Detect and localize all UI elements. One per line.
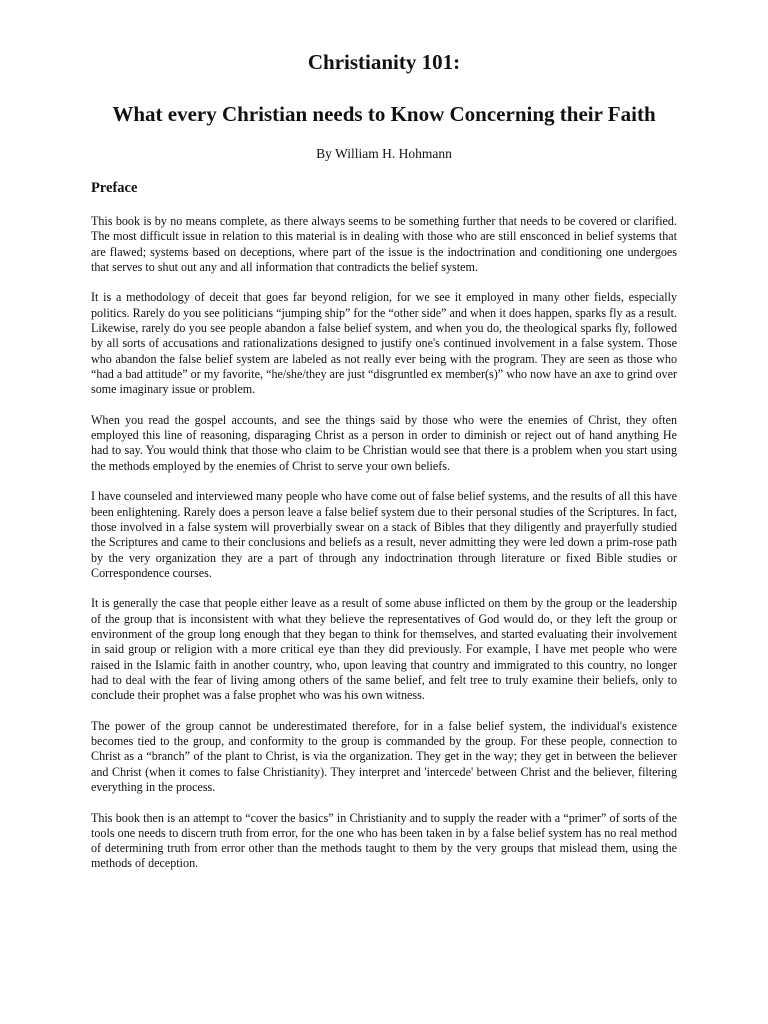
paragraph: It is generally the case that people either leave as a result of some abuse inflicted on them by the group or the leadership of the group that is inconsistent with what they believe the representatives of God would do, or they left the group or environment of the group long enough that they began to think for themselves, and started evaluating their involvement in said group or religion with a more critical eye than they did previously. For example, I have met people who were raised in the Islamic faith in another country, who, upon leaving that country and immigrated to this country, no longer had to deal with the fear of living among others of the same belief, and felt tree to truly examine their beliefs, only to conclude their prophet was a false prophet who was his own witness. bbox=[91, 596, 677, 703]
paragraph: It is a methodology of deceit that goes far beyond religion, for we see it employed in many other fields, especially politics. Rarely do you see politicians “jumping ship” for the “other side” and when it does happen, sparks fly as a result. Likewise, rarely do you see people abandon a false belief system, and when you do, the theological sparks fly, followed by all sorts of accusations and rationalizations designed to justify one's continued involvement in a false system. Those who abandon the false belief system are labeled as not really ever being with the program. They are seen as those who “had a bad attitude” or my favorite, “he/she/they are just “disgruntled ex member(s)” who now have an axe to grind over some imaginary issue or problem. bbox=[91, 290, 677, 397]
paragraph: When you read the gospel accounts, and see the things said by those who were the enemies of Christ, they often employed this line of reasoning, disparaging Christ as a person in order to diminish or reject out of hand anything He had to say. You would think that those who claim to be Christian would see that there is a problem when you start using the methods employed by the enemies of Christ to serve your own beliefs. bbox=[91, 412, 677, 473]
paragraph: I have counseled and interviewed many people who have come out of false belief systems, and the results of all this have been enlightening. Rarely does a person leave a false belief system due to their personal studies of the Scriptures. In fact, those involved in a false system will proverbially swear on a stack of Bibles that they diligently and prayerfully studied the Scriptures and came to their conclusions and beliefs as a result, never admitting they were led down a prim-rose path by the very organization they are a part of through any indoctrination through literature or fixed Bible studies or Correspondence courses. bbox=[91, 489, 677, 580]
section-heading-preface: Preface bbox=[91, 180, 138, 196]
paragraph: The power of the group cannot be underestimated therefore, for in a false belief system, the individual's existence becomes tied to the group, and conformity to the group is commanded by the group. For these people, connection to Christ as a “branch” of the plant to Christ, is via the organization. They get in the way; they get in between the believer and Christ (when it comes to false Christianity). They interpret and 'intercede' between Christ and the believer, filtering everything in the process. bbox=[91, 718, 677, 794]
paragraph: This book is by no means complete, as there always seems to be something further that needs to be covered or clarified. The most difficult issue in relation to this material is in dealing with those who are still ensconced in belief systems that are flawed; systems based on deceptions, where part of the issue is the indoctrination and conditioning one undergoes that serves to shut out any and all information that contradicts the belief system. bbox=[91, 214, 677, 274]
author-byline: By William H. Hohmann bbox=[316, 146, 452, 161]
document-subtitle: What every Christian needs to Know Concerning their Faith bbox=[112, 102, 656, 126]
paragraph: This book then is an attempt to “cover the basics” in Christianity and to supply the reader with a “primer” of sorts of the tools one needs to discern truth from error, for the one who has been taken in by a false belief system has no real method of determining truth from error other than the methods taught to them by the very groups that mislead them, using the methods of deception. bbox=[91, 810, 677, 871]
preface-body bbox=[91, 214, 677, 887]
document-title: Christianity 101: bbox=[307, 50, 461, 74]
